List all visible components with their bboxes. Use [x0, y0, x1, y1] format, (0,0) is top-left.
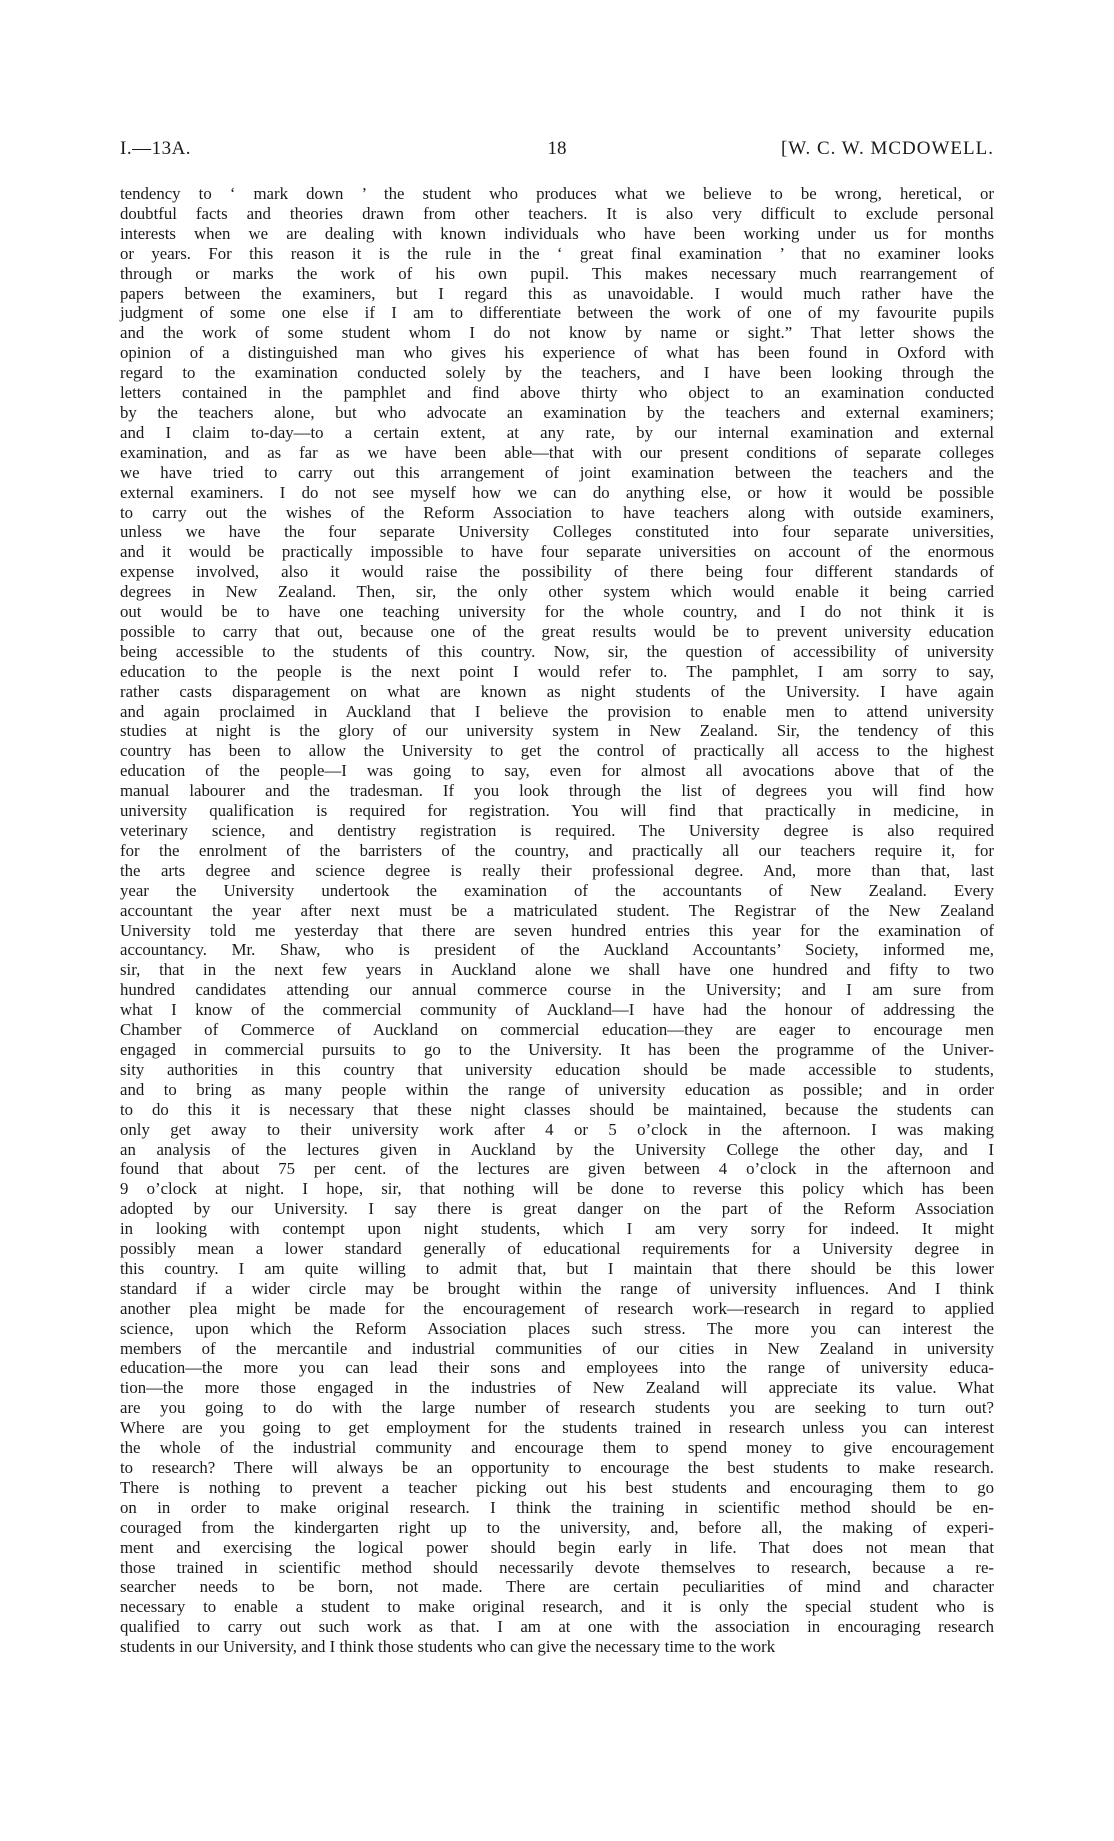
text-line: those trained in scientific method should necessarily devote themselves to research, because a re- [120, 1557, 994, 1577]
text-line: manual labourer and the tradesman. If you look through the list of degrees you will find how [120, 781, 994, 801]
text-line: unless we have the four separate University Colleges constituted into four separate universities, [120, 522, 994, 542]
text-line: to do this it is necessary that these night classes should be maintained, because the students can [120, 1099, 994, 1119]
text-line: sir, that in the next few years in Auckland alone we shall have one hundred and fifty to two [120, 960, 994, 980]
text-line: searcher needs to be born, not made. There are certain peculiarities of mind and character [120, 1577, 994, 1597]
text-line: the whole of the industrial community and encourage them to spend money to give encouragement [120, 1438, 994, 1458]
text-line: country has been to allow the University to get the control of practically all access to the highest [120, 741, 994, 761]
text-line: and I claim to-day—to a certain extent, at any rate, by our internal examination and external [120, 422, 994, 442]
text-line: and it would be practically impossible to have four separate universities on account of the enormous [120, 542, 994, 562]
text-line: only get away to their university work after 4 or 5 o’clock in the afternoon. I was making [120, 1119, 994, 1139]
text-line: through or marks the work of his own pupil. This makes necessary much rearrangement of [120, 263, 994, 283]
text-line: examination, and as far as we have been able—that with our present conditions of separate colleges [120, 442, 994, 462]
text-line: hundred candidates attending our annual commerce course in the University; and I am sure from [120, 980, 994, 1000]
text-line: out would be to have one teaching university for the whole country, and I do not think it is [120, 602, 994, 622]
text-line: engaged in commercial pursuits to go to the University. It has been the programme of the Univer- [120, 1039, 994, 1059]
text-line: Where are you going to get employment for the students trained in research unless you can interest [120, 1418, 994, 1438]
text-line: sity authorities in this country that university education should be made accessible to students, [120, 1059, 994, 1079]
text-line: and again proclaimed in Auckland that I believe the provision to enable men to attend university [120, 701, 994, 721]
text-line: Chamber of Commerce of Auckland on commercial education—they are eager to encourage men [120, 1020, 994, 1040]
text-line: judgment of some one else if I am to differentiate between the work of one of my favourite pupils [120, 303, 994, 323]
text-line: education—the more you can lead their sons and employees into the range of university educa- [120, 1358, 994, 1378]
text-line: and to bring as many people within the range of university education as possible; and in order [120, 1079, 994, 1099]
text-line: tendency to ‘ mark down ’ the student who produces what we believe to be wrong, heretical, or [120, 184, 994, 203]
text-line: accountancy. Mr. Shaw, who is president of the Auckland Accountants’ Society, informed me, [120, 940, 994, 960]
text-line: There is nothing to prevent a teacher picking out his best students and encouraging them to go [120, 1477, 994, 1497]
text-line: rather casts disparagement on what are known as night students of the University. I have again [120, 681, 994, 701]
text-line: being accessible to the students of this country. Now, sir, the question of accessibility of university [120, 641, 994, 661]
text-line: ment and exercising the logical power should begin early in life. That does not mean that [120, 1537, 994, 1557]
text-line: education to the people is the next point I would refer to. The pamphlet, I am sorry to say, [120, 661, 994, 681]
text-line: another plea might be made for the encouragement of research work—research in regard to applied [120, 1298, 994, 1318]
text-line: in looking with contempt upon night students, which I am very sorry for indeed. It might [120, 1219, 994, 1239]
text-line: for the enrolment of the barristers of the country, and practically all our teachers require it, for [120, 840, 994, 860]
paper-reference: I.—13A. [120, 138, 192, 159]
text-line: University told me yesterday that there are seven hundred entries this year for the examination of [120, 920, 994, 940]
text-line: students in our University, and I think those students who can give the necessary time to the work [120, 1637, 776, 1657]
text-line: members of the mercantile and industrial communities of our cities in New Zealand in university [120, 1338, 994, 1358]
text-line: doubtful facts and theories drawn from other teachers. It is also very difficult to exclude personal [120, 203, 994, 223]
text-line: degrees in New Zealand. Then, sir, the only other system which would enable it being carried [120, 582, 994, 602]
text-line: education of the people—I was going to say, even for almost all avocations above that of the [120, 761, 994, 781]
text-line: studies at night is the glory of our university system in New Zealand. Sir, the tendency of this [120, 721, 994, 741]
text-line: this country. I am quite willing to admit that, but I maintain that there should be this lower [120, 1258, 994, 1278]
text-line: papers between the examiners, but I regard this as unavoidable. I would much rather have the [120, 283, 994, 303]
text-line: and the work of some student whom I do not know by name or sight.” That letter shows the [120, 323, 994, 343]
text-line: interests when we are dealing with known individuals who have been working under us for months [120, 223, 994, 243]
text-line: necessary to enable a student to make original research, and it is only the special student who is [120, 1597, 994, 1617]
text-line: are you going to do with the large number of research students you are seeking to turn out? [120, 1398, 994, 1418]
text-line: university qualification is required for registration. You will find that practically in medicine, in [120, 801, 994, 821]
text-line: 9 o’clock at night. I hope, sir, that nothing will be done to reverse this policy which has been [120, 1179, 994, 1199]
text-line: year the University undertook the examination of the accountants of New Zealand. Every [120, 880, 994, 900]
text-line: what I know of the commercial community of Auckland—I have had the honour of addressing the [120, 1000, 994, 1020]
text-line: expense involved, also it would raise the possibility of there being four different standards of [120, 562, 994, 582]
text-line: standard if a wider circle may be brought within the range of university influences. And I think [120, 1278, 994, 1298]
text-line: regard to the examination conducted solely by the teachers, and I have been looking through the [120, 363, 994, 383]
body-text [120, 184, 994, 1657]
text-line: found that about 75 per cent. of the lectures are given between 4 o’clock in the afternoon and [120, 1159, 994, 1179]
text-line: adopted by our University. I say there is great danger on the part of the Reform Association [120, 1199, 994, 1219]
text-line: an analysis of the lectures given in Auckland by the University College the other day, and I [120, 1139, 994, 1159]
text-line: letters contained in the pamphlet and find above thirty who object to an examination conducted [120, 383, 994, 403]
page-number: 18 [547, 138, 567, 159]
text-line: qualified to carry out such work as that. I am at one with the association in encouraging research [120, 1617, 994, 1637]
text-line: possibly mean a lower standard generally of educational requirements for a University degree in [120, 1239, 994, 1259]
text-line: or years. For this reason it is the rule in the ‘ great final examination ’ that no examiner looks [120, 243, 994, 263]
text-line: on in order to make original research. I think the training in scientific method should be en- [120, 1497, 994, 1517]
text-line: external examiners. I do not see myself how we can do anything else, or how it would be possible [120, 482, 994, 502]
running-header [120, 138, 994, 166]
text-line: possible to carry that out, because one of the great results would be to prevent university education [120, 621, 994, 641]
text-line: by the teachers alone, but who advocate an examination by the teachers and external examiners; [120, 402, 994, 422]
text-line: opinion of a distinguished man who gives his experience of what has been found in Oxford with [120, 343, 994, 363]
text-line: to carry out the wishes of the Reform Association to have teachers along with outside examiners, [120, 502, 994, 522]
speaker-name: [W. C. W. MCDOWELL. [780, 138, 994, 159]
text-line: accountant the year after next must be a matriculated student. The Registrar of the New Zealand [120, 900, 994, 920]
text-line: we have tried to carry out this arrangement of joint examination between the teachers and the [120, 462, 994, 482]
text-line: the arts degree and science degree is really their professional degree. And, more than that, last [120, 860, 994, 880]
text-line: to research? There will always be an opportunity to encourage the best students to make research. [120, 1458, 994, 1477]
text-line: veterinary science, and dentistry registration is required. The University degree is also required [120, 821, 994, 840]
text-line: science, upon which the Reform Association places such stress. The more you can interest the [120, 1318, 994, 1338]
text-line: couraged from the kindergarten right up to the university, and, before all, the making of experi- [120, 1517, 994, 1537]
text-line: tion—the more those engaged in the industries of New Zealand will appreciate its value. What [120, 1378, 994, 1398]
